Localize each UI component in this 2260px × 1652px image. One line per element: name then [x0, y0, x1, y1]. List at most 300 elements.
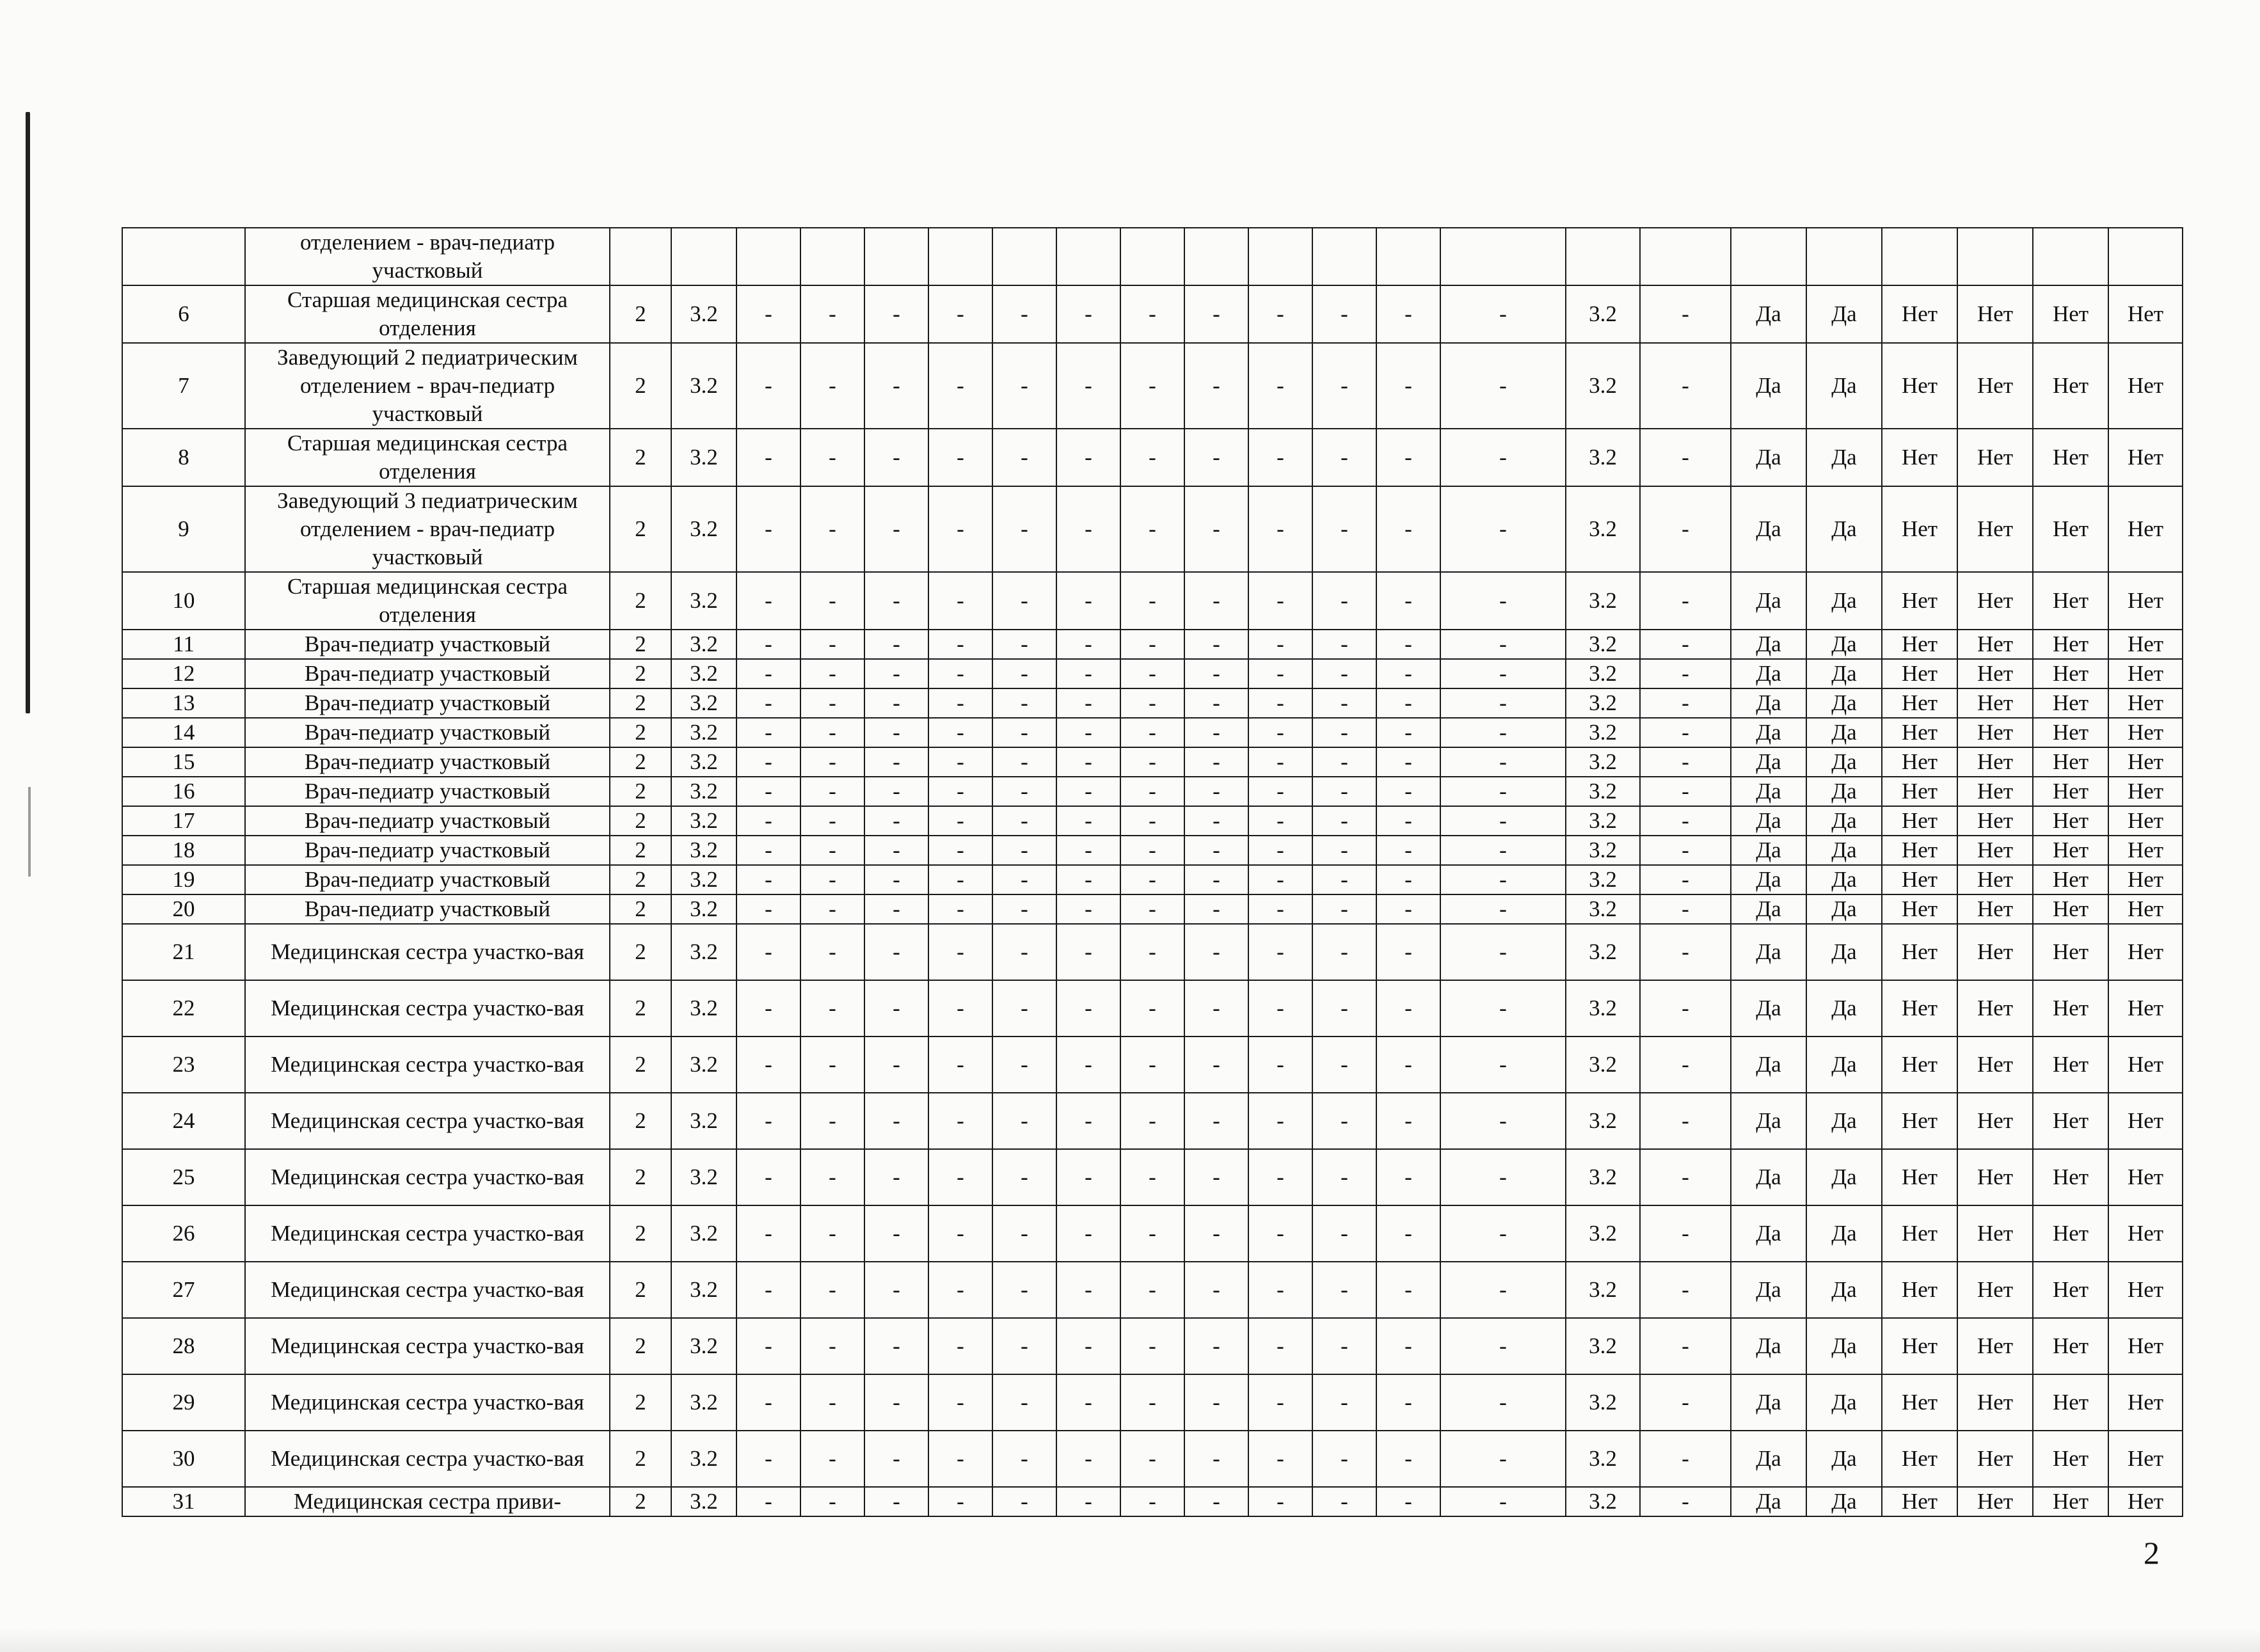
- value-cell: -: [1640, 1149, 1731, 1205]
- row-number-cell: 12: [122, 659, 245, 688]
- value-cell: -: [736, 1374, 800, 1431]
- value-cell: -: [1312, 1431, 1376, 1487]
- value-cell: 3.2: [671, 688, 736, 718]
- value-cell: -: [736, 429, 800, 486]
- value-cell: Да: [1731, 1262, 1806, 1318]
- value-cell: -: [1248, 429, 1312, 486]
- value-cell: Нет: [1882, 1205, 1957, 1262]
- value-cell: -: [992, 747, 1056, 777]
- value-cell: -: [1440, 1149, 1566, 1205]
- value-cell: -: [1440, 865, 1566, 894]
- value-cell: -: [1640, 1431, 1731, 1487]
- value-cell: Нет: [1957, 659, 2033, 688]
- value-cell: -: [800, 1093, 864, 1149]
- value-cell: Нет: [2033, 1431, 2108, 1487]
- value-cell: -: [1248, 836, 1312, 865]
- value-cell: -: [928, 429, 992, 486]
- value-cell: 3.2: [1566, 1487, 1640, 1516]
- table-row: [122, 630, 2183, 659]
- position-name-cell: Медицинская сестра участко-вая: [245, 1093, 610, 1149]
- value-cell: 3.2: [1566, 718, 1640, 747]
- table-row: [122, 747, 2183, 777]
- value-cell: 2: [610, 806, 671, 836]
- value-cell: Нет: [1957, 572, 2033, 630]
- value-cell: 3.2: [671, 894, 736, 924]
- value-cell: Нет: [2108, 836, 2183, 865]
- row-number-cell: 16: [122, 777, 245, 806]
- value-cell: -: [1056, 1205, 1120, 1262]
- value-cell: -: [800, 865, 864, 894]
- value-cell: -: [1184, 630, 1248, 659]
- position-name-cell: отделением - врач-педиатр участковый: [245, 228, 610, 285]
- table-row: [122, 429, 2183, 486]
- value-cell: -: [736, 865, 800, 894]
- value-cell: Нет: [2033, 718, 2108, 747]
- value-cell: Нет: [1882, 865, 1957, 894]
- value-cell: -: [1248, 924, 1312, 980]
- value-cell: Да: [1806, 429, 1882, 486]
- value-cell: -: [1056, 865, 1120, 894]
- table-row: [122, 1205, 2183, 1262]
- value-cell: -: [1376, 688, 1440, 718]
- value-cell: Да: [1731, 924, 1806, 980]
- value-cell: -: [864, 1149, 928, 1205]
- value-cell: -: [864, 747, 928, 777]
- value-cell: -: [1184, 1431, 1248, 1487]
- value-cell: -: [1440, 924, 1566, 980]
- value-cell: -: [736, 688, 800, 718]
- value-cell: Нет: [2033, 1318, 2108, 1374]
- value-cell: -: [1248, 1487, 1312, 1516]
- value-cell: -: [800, 777, 864, 806]
- value-cell: -: [1056, 486, 1120, 572]
- value-cell: -: [1376, 924, 1440, 980]
- value-cell: -: [1312, 777, 1376, 806]
- value-cell: 2: [610, 1149, 671, 1205]
- value-cell: Нет: [2033, 747, 2108, 777]
- table-row: [122, 1093, 2183, 1149]
- value-cell: Да: [1731, 1036, 1806, 1093]
- position-name-cell: Врач-педиатр участковый: [245, 894, 610, 924]
- value-cell: -: [800, 1205, 864, 1262]
- value-cell: -: [800, 806, 864, 836]
- row-number-cell: 8: [122, 429, 245, 486]
- value-cell: -: [864, 1374, 928, 1431]
- value-cell: -: [1376, 486, 1440, 572]
- value-cell: -: [1640, 572, 1731, 630]
- value-cell: 2: [610, 1262, 671, 1318]
- value-cell: -: [864, 659, 928, 688]
- row-number-cell: 15: [122, 747, 245, 777]
- value-cell: -: [1248, 777, 1312, 806]
- value-cell: -: [928, 1431, 992, 1487]
- value-cell: -: [1184, 747, 1248, 777]
- position-name-cell: Медицинская сестра участко-вая: [245, 924, 610, 980]
- value-cell: -: [1056, 1262, 1120, 1318]
- value-cell: Да: [1731, 980, 1806, 1036]
- value-cell: 3.2: [671, 1374, 736, 1431]
- value-cell: -: [1640, 1205, 1731, 1262]
- value-cell: Да: [1806, 285, 1882, 343]
- value-cell: Нет: [2033, 836, 2108, 865]
- value-cell: -: [928, 486, 992, 572]
- row-number-cell: 25: [122, 1149, 245, 1205]
- position-name-cell: Врач-педиатр участковый: [245, 747, 610, 777]
- value-cell: Нет: [1882, 806, 1957, 836]
- value-cell: -: [1312, 572, 1376, 630]
- value-cell: -: [928, 1374, 992, 1431]
- value-cell: -: [992, 1149, 1056, 1205]
- position-name-cell: Заведующий 2 педиатрическим отделением - врач-педиатр участковый: [245, 343, 610, 429]
- value-cell: Да: [1806, 1149, 1882, 1205]
- value-cell: -: [1248, 659, 1312, 688]
- value-cell: -: [1312, 1318, 1376, 1374]
- value-cell: -: [1640, 630, 1731, 659]
- value-cell: -: [1312, 865, 1376, 894]
- value-cell: -: [864, 1487, 928, 1516]
- value-cell: -: [1184, 343, 1248, 429]
- value-cell: Да: [1731, 659, 1806, 688]
- value-cell: -: [1184, 1149, 1248, 1205]
- value-cell: -: [864, 429, 928, 486]
- value-cell: -: [1440, 894, 1566, 924]
- value-cell: Нет: [2108, 747, 2183, 777]
- value-cell: -: [1184, 285, 1248, 343]
- value-cell: -: [1312, 1487, 1376, 1516]
- value-cell: Нет: [1957, 777, 2033, 806]
- value-cell: Нет: [2108, 285, 2183, 343]
- staff-assessment-table: [122, 227, 2183, 1517]
- value-cell: -: [1120, 1205, 1184, 1262]
- value-cell: -: [992, 980, 1056, 1036]
- value-cell: -: [1440, 806, 1566, 836]
- value-cell: -: [1120, 429, 1184, 486]
- value-cell: -: [1184, 1262, 1248, 1318]
- value-cell: Нет: [1957, 285, 2033, 343]
- value-cell: -: [800, 429, 864, 486]
- value-cell: -: [928, 1262, 992, 1318]
- value-cell: Нет: [1957, 343, 2033, 429]
- value-cell: Да: [1731, 836, 1806, 865]
- value-cell: Нет: [1882, 688, 1957, 718]
- value-cell: 3.2: [1566, 688, 1640, 718]
- value-cell: Да: [1731, 343, 1806, 429]
- position-name-cell: Медицинская сестра участко-вая: [245, 1318, 610, 1374]
- value-cell: 2: [610, 980, 671, 1036]
- value-cell: 3.2: [1566, 1431, 1640, 1487]
- value-cell: -: [1184, 1036, 1248, 1093]
- value-cell: -: [1120, 1487, 1184, 1516]
- value-cell: -: [1640, 865, 1731, 894]
- value-cell: 2: [610, 1093, 671, 1149]
- value-cell: 3.2: [1566, 865, 1640, 894]
- value-cell: -: [1640, 980, 1731, 1036]
- value-cell: -: [928, 1036, 992, 1093]
- value-cell: -: [928, 630, 992, 659]
- value-cell: -: [800, 1374, 864, 1431]
- value-cell: Да: [1731, 806, 1806, 836]
- value-cell: -: [1120, 1262, 1184, 1318]
- value-cell: -: [1312, 343, 1376, 429]
- value-cell: -: [1120, 747, 1184, 777]
- value-cell: -: [1312, 718, 1376, 747]
- value-cell: -: [1376, 1262, 1440, 1318]
- table-row: [122, 486, 2183, 572]
- value-cell: -: [1440, 718, 1566, 747]
- value-cell: 3.2: [1566, 1318, 1640, 1374]
- value-cell: 3.2: [671, 572, 736, 630]
- value-cell: -: [736, 1318, 800, 1374]
- value-cell: Нет: [2033, 980, 2108, 1036]
- value-cell: -: [1312, 1374, 1376, 1431]
- value-cell: -: [1120, 1318, 1184, 1374]
- position-name-cell: Врач-педиатр участковый: [245, 865, 610, 894]
- value-cell: -: [736, 836, 800, 865]
- value-cell: -: [1120, 1374, 1184, 1431]
- value-cell: Нет: [2108, 429, 2183, 486]
- table-row: [122, 659, 2183, 688]
- value-cell: Да: [1731, 865, 1806, 894]
- value-cell: 3.2: [671, 1431, 736, 1487]
- value-cell: -: [1248, 980, 1312, 1036]
- value-cell: Нет: [1882, 1318, 1957, 1374]
- value-cell: -: [928, 659, 992, 688]
- value-cell: -: [736, 747, 800, 777]
- value-cell: -: [1376, 747, 1440, 777]
- value-cell: Да: [1806, 572, 1882, 630]
- value-cell: 2: [610, 747, 671, 777]
- value-cell: -: [1440, 630, 1566, 659]
- value-cell: -: [1184, 980, 1248, 1036]
- table-row: [122, 1149, 2183, 1205]
- value-cell: Да: [1731, 777, 1806, 806]
- table-row: [122, 688, 2183, 718]
- value-cell: Нет: [1882, 1487, 1957, 1516]
- value-cell: -: [1120, 486, 1184, 572]
- value-cell: -: [1312, 836, 1376, 865]
- value-cell: Нет: [1882, 285, 1957, 343]
- table-row: [122, 285, 2183, 343]
- row-number-cell: 30: [122, 1431, 245, 1487]
- value-cell: -: [736, 572, 800, 630]
- row-number-cell: 17: [122, 806, 245, 836]
- value-cell: -: [736, 894, 800, 924]
- value-cell: -: [992, 1318, 1056, 1374]
- value-cell: -: [1440, 343, 1566, 429]
- value-cell: -: [1440, 1374, 1566, 1431]
- value-cell: 3.2: [671, 1149, 736, 1205]
- row-number-cell: 31: [122, 1487, 245, 1516]
- value-cell: -: [736, 1262, 800, 1318]
- value-cell: -: [1056, 659, 1120, 688]
- position-name-cell: Врач-педиатр участковый: [245, 718, 610, 747]
- value-cell: Нет: [1882, 1262, 1957, 1318]
- value-cell: -: [864, 486, 928, 572]
- value-cell: Да: [1806, 894, 1882, 924]
- row-number-cell: 20: [122, 894, 245, 924]
- value-cell: Нет: [2033, 659, 2108, 688]
- value-cell: Да: [1731, 285, 1806, 343]
- value-cell: -: [1056, 630, 1120, 659]
- value-cell: -: [1056, 924, 1120, 980]
- value-cell: -: [1248, 747, 1312, 777]
- value-cell: Нет: [2033, 343, 2108, 429]
- value-cell: Нет: [1882, 429, 1957, 486]
- table-row: [122, 865, 2183, 894]
- value-cell: -: [736, 806, 800, 836]
- row-number-cell: 26: [122, 1205, 245, 1262]
- value-cell: -: [1056, 836, 1120, 865]
- value-cell: Нет: [1882, 924, 1957, 980]
- table-row: [122, 1431, 2183, 1487]
- position-name-cell: Врач-педиатр участковый: [245, 688, 610, 718]
- value-cell: -: [1440, 429, 1566, 486]
- value-cell: 3.2: [1566, 343, 1640, 429]
- value-cell: -: [992, 659, 1056, 688]
- value-cell: -: [928, 1149, 992, 1205]
- value-cell: -: [800, 572, 864, 630]
- table-row: [122, 777, 2183, 806]
- value-cell: 2: [610, 1205, 671, 1262]
- value-cell: Да: [1806, 630, 1882, 659]
- value-cell: -: [1056, 688, 1120, 718]
- value-cell: -: [1640, 1093, 1731, 1149]
- value-cell: -: [864, 688, 928, 718]
- value-cell: 3.2: [671, 718, 736, 747]
- value-cell: 3.2: [1566, 429, 1640, 486]
- value-cell: -: [1640, 659, 1731, 688]
- value-cell: -: [1248, 572, 1312, 630]
- value-cell: -: [992, 836, 1056, 865]
- value-cell: -: [992, 894, 1056, 924]
- value-cell: Нет: [2108, 865, 2183, 894]
- value-cell: Да: [1731, 747, 1806, 777]
- value-cell: Нет: [2108, 1093, 2183, 1149]
- value-cell: -: [800, 630, 864, 659]
- value-cell: Нет: [2033, 688, 2108, 718]
- value-cell: Нет: [1957, 1374, 2033, 1431]
- table-row: [122, 806, 2183, 836]
- value-cell: -: [736, 486, 800, 572]
- value-cell: -: [1248, 1318, 1312, 1374]
- value-cell: -: [736, 1036, 800, 1093]
- value-cell: -: [1440, 1036, 1566, 1093]
- value-cell: Нет: [2033, 486, 2108, 572]
- row-number-cell: 24: [122, 1093, 245, 1149]
- value-cell: -: [1056, 747, 1120, 777]
- value-cell: Да: [1806, 1318, 1882, 1374]
- value-cell: -: [1184, 1205, 1248, 1262]
- value-cell: -: [992, 285, 1056, 343]
- value-cell: 3.2: [671, 1262, 736, 1318]
- value-cell: Нет: [1957, 980, 2033, 1036]
- value-cell: -: [1184, 659, 1248, 688]
- value-cell: 2: [610, 718, 671, 747]
- value-cell: -: [1312, 1149, 1376, 1205]
- value-cell: -: [928, 980, 992, 1036]
- value-cell: -: [928, 924, 992, 980]
- value-cell: -: [992, 688, 1056, 718]
- value-cell: -: [1312, 1205, 1376, 1262]
- value-cell: Нет: [1957, 1149, 2033, 1205]
- value-cell: -: [1440, 572, 1566, 630]
- value-cell: -: [992, 630, 1056, 659]
- value-cell: 3.2: [671, 1487, 736, 1516]
- value-cell: -: [736, 1149, 800, 1205]
- value-cell: -: [1440, 1205, 1566, 1262]
- value-cell: -: [1184, 1318, 1248, 1374]
- value-cell: Нет: [1882, 572, 1957, 630]
- value-cell: -: [800, 1149, 864, 1205]
- value-cell: -: [992, 1374, 1056, 1431]
- value-cell: -: [1376, 630, 1440, 659]
- value-cell: Да: [1806, 1431, 1882, 1487]
- value-cell: Нет: [1882, 836, 1957, 865]
- position-name-cell: Врач-педиатр участковый: [245, 836, 610, 865]
- value-cell: -: [928, 688, 992, 718]
- value-cell: -: [1248, 894, 1312, 924]
- value-cell: -: [1312, 630, 1376, 659]
- value-cell: -: [1376, 1318, 1440, 1374]
- value-cell: -: [1376, 343, 1440, 429]
- value-cell: -: [1184, 1093, 1248, 1149]
- value-cell: -: [864, 806, 928, 836]
- value-cell: 3.2: [1566, 836, 1640, 865]
- value-cell: 3.2: [671, 1036, 736, 1093]
- value-cell: -: [1640, 894, 1731, 924]
- row-number-cell: 11: [122, 630, 245, 659]
- value-cell: 2: [610, 630, 671, 659]
- value-cell: -: [1640, 777, 1731, 806]
- value-cell: -: [800, 1262, 864, 1318]
- scan-margin-mark: [28, 787, 31, 877]
- value-cell: 2: [610, 924, 671, 980]
- value-cell: Нет: [2108, 1487, 2183, 1516]
- value-cell: Нет: [1882, 777, 1957, 806]
- value-cell: 3.2: [1566, 980, 1640, 1036]
- value-cell: Да: [1731, 1431, 1806, 1487]
- value-cell: -: [864, 1262, 928, 1318]
- value-cell: Нет: [2033, 1093, 2108, 1149]
- scan-margin-mark: [26, 112, 30, 713]
- position-name-cell: Медицинская сестра приви-: [245, 1487, 610, 1516]
- value-cell: 3.2: [671, 1205, 736, 1262]
- value-cell: Да: [1731, 1149, 1806, 1205]
- position-name-cell: Медицинская сестра участко-вая: [245, 1036, 610, 1093]
- value-cell: -: [736, 1431, 800, 1487]
- value-cell: -: [1184, 718, 1248, 747]
- value-cell: 3.2: [1566, 747, 1640, 777]
- value-cell: -: [864, 1318, 928, 1374]
- position-name-cell: Старшая медицинская сестра отделения: [245, 429, 610, 486]
- value-cell: Нет: [1957, 486, 2033, 572]
- table-row: [122, 924, 2183, 980]
- value-cell: -: [864, 285, 928, 343]
- value-cell: -: [1312, 688, 1376, 718]
- value-cell: -: [1312, 924, 1376, 980]
- value-cell: 3.2: [1566, 806, 1640, 836]
- value-cell: Нет: [1957, 429, 2033, 486]
- value-cell: -: [1184, 429, 1248, 486]
- value-cell: Нет: [1882, 343, 1957, 429]
- value-cell: Нет: [1882, 630, 1957, 659]
- value-cell: -: [928, 1205, 992, 1262]
- value-cell: Нет: [2108, 894, 2183, 924]
- position-name-cell: Медицинская сестра участко-вая: [245, 1149, 610, 1205]
- value-cell: Нет: [1957, 688, 2033, 718]
- row-number-cell: 10: [122, 572, 245, 630]
- value-cell: -: [928, 343, 992, 429]
